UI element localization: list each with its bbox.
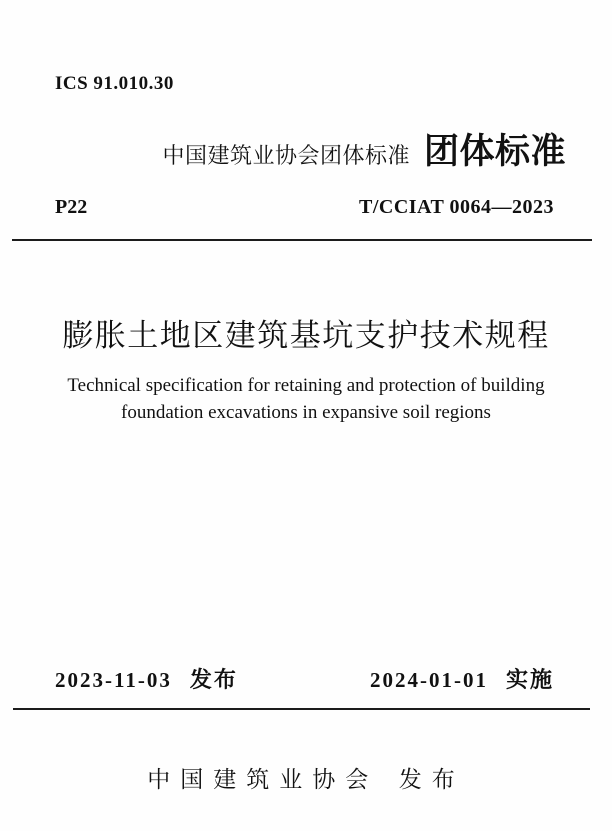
code-row — [55, 196, 554, 219]
title-english-line-2: foundation excavations in expansive soil regions — [121, 402, 491, 423]
implement-label: 实施 — [505, 667, 554, 692]
publisher-action-label: 发布 — [398, 766, 465, 792]
top-divider-line — [12, 239, 592, 241]
document-title-chinese: 膨胀土地区建筑基坑支护技术规程 — [62, 318, 550, 353]
document-title-english — [0, 372, 612, 426]
implement-date: 2024-01-01 — [369, 668, 488, 692]
standard-type-label: 团体标准 — [423, 132, 566, 171]
issue-date: 2023-11-03 — [55, 668, 172, 692]
dates-row — [55, 663, 554, 694]
association-standard-label: 中国建筑业协会团体标准 — [162, 143, 410, 168]
publisher-row — [0, 761, 612, 794]
implement-date-group — [370, 663, 554, 694]
issue-date-group — [55, 663, 238, 694]
publisher-name: 中国建筑业协会 — [147, 766, 379, 792]
ics-code: ICS 91.010.30 — [55, 73, 174, 94]
standard-number: T/CCIAT 0064—2023 — [358, 196, 554, 218]
standard-header — [162, 124, 566, 174]
bottom-divider-line — [13, 708, 590, 710]
issue-label: 发布 — [189, 667, 238, 692]
classification-code: P22 — [55, 196, 88, 218]
title-english-line-1: Technical specification for retaining and protection of building — [67, 375, 545, 396]
